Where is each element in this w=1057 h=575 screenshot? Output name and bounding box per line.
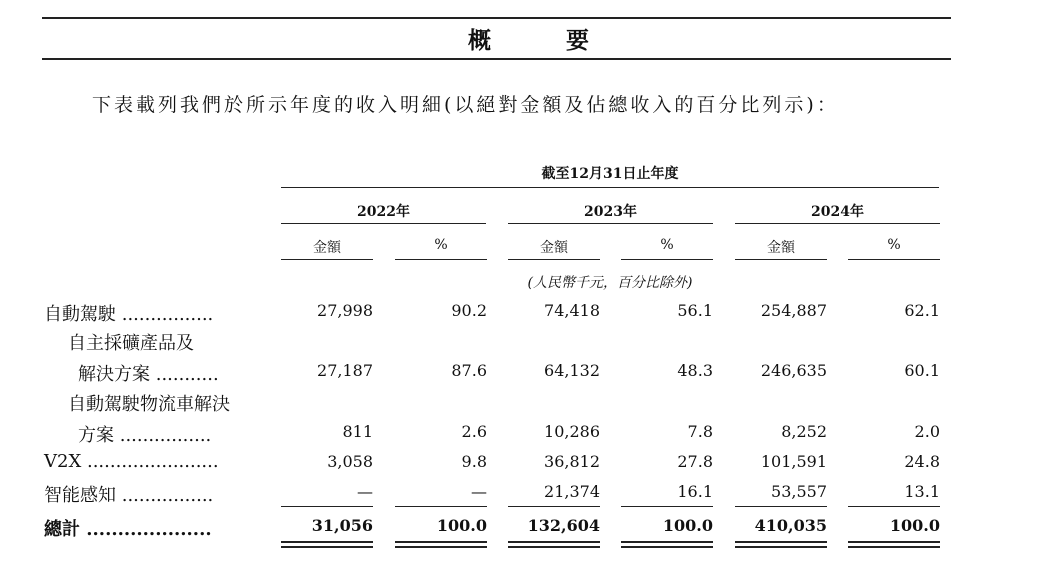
year-header-2022: 2022年 (357, 204, 410, 220)
table-cell: 132,604 (527, 516, 600, 535)
section-title: 概 要 (468, 27, 615, 54)
year-header-2023: 2023年 (584, 204, 637, 220)
top-rule (42, 17, 951, 19)
total-double-rule-2a (395, 541, 487, 543)
sub-rule-1 (281, 259, 373, 260)
percent-header-2023: % (660, 237, 674, 253)
table-cell: 2.6 (461, 422, 487, 441)
table-cell: 27,998 (317, 301, 373, 320)
table-cell: 31,056 (311, 516, 373, 535)
table-cell: 16.1 (677, 482, 713, 501)
sub-rule-4 (621, 259, 713, 260)
row-label-logistics-line1: 自動駕駛物流車解決 (68, 394, 230, 415)
table-cell: 60.1 (904, 361, 940, 380)
total-double-rule-4a (621, 541, 713, 543)
table-cell: 62.1 (904, 301, 940, 320)
total-top-rule-1 (281, 506, 373, 507)
table-cell: 27,187 (317, 361, 373, 380)
table-cell: 100.0 (662, 516, 713, 535)
unit-note: (人民幣千元，百分比除外) (527, 275, 693, 291)
row-label-mining-line1: 自主採礦產品及 (68, 333, 194, 354)
table-cell: 7.8 (687, 422, 713, 441)
sub-rule-5 (735, 259, 827, 260)
total-double-rule-6a (848, 541, 940, 543)
period-header-rule (281, 187, 939, 188)
total-top-rule-3 (508, 506, 600, 507)
table-cell: 100.0 (889, 516, 940, 535)
sub-rule-2 (395, 259, 487, 260)
year-rule-2024 (735, 223, 940, 224)
table-cell: 56.1 (677, 301, 713, 320)
percent-header-2022: % (434, 237, 448, 253)
table-cell: 3,058 (327, 452, 373, 471)
year-rule-2023 (508, 223, 713, 224)
total-double-rule-5a (735, 541, 827, 543)
period-header: 截至12月31日止年度 (541, 166, 679, 182)
row-label-autonomous-driving: 自動駕駛 ................ (44, 304, 214, 325)
intro-text: 下表載列我們於所示年度的收入明細(以絕對金額及佔總收入的百分比列示)： (92, 94, 839, 116)
total-double-rule-6b (848, 546, 940, 548)
percent-header-2024: % (887, 237, 901, 253)
table-cell: 48.3 (677, 361, 713, 380)
total-double-rule-2b (395, 546, 487, 548)
table-cell: 8,252 (781, 422, 827, 441)
total-top-rule-2 (395, 506, 487, 507)
row-label-smart-sensing: 智能感知 ................ (44, 485, 214, 506)
amount-header-2023: 金額 (540, 240, 568, 256)
table-cell: 10,286 (544, 422, 600, 441)
table-cell: 254,887 (760, 301, 827, 320)
total-double-rule-1a (281, 541, 373, 543)
total-double-rule-4b (621, 546, 713, 548)
table-cell: 2.0 (914, 422, 940, 441)
amount-header-2022: 金額 (313, 240, 341, 256)
total-double-rule-5b (735, 546, 827, 548)
row-label-logistics-line2: 方案 ................ (78, 425, 212, 446)
table-cell: 90.2 (451, 301, 487, 320)
table-cell: 74,418 (544, 301, 600, 320)
total-double-rule-3a (508, 541, 600, 543)
table-cell: 811 (342, 422, 373, 441)
table-cell: 24.8 (904, 452, 940, 471)
sub-rule-3 (508, 259, 600, 260)
total-double-rule-1b (281, 546, 373, 548)
table-cell: 21,374 (544, 482, 600, 501)
amount-header-2024: 金額 (767, 240, 795, 256)
total-top-rule-4 (621, 506, 713, 507)
table-cell: 27.8 (677, 452, 713, 471)
table-cell: 53,557 (771, 482, 827, 501)
row-label-mining-line2: 解決方案 ........... (78, 364, 219, 385)
table-cell: 100.0 (436, 516, 487, 535)
table-cell: 64,132 (544, 361, 600, 380)
year-rule-2022 (281, 223, 486, 224)
sub-rule-6 (848, 259, 940, 260)
total-top-rule-5 (735, 506, 827, 507)
title-bottom-rule (42, 58, 951, 60)
table-cell: 36,812 (544, 452, 600, 471)
table-cell: 9.8 (461, 452, 487, 471)
table-cell: 101,591 (760, 452, 827, 471)
table-cell: 87.6 (451, 361, 487, 380)
total-top-rule-6 (848, 506, 940, 507)
table-cell: 13.1 (904, 482, 940, 501)
row-label-total: 總計 .................... (44, 519, 212, 540)
table-cell: — (357, 482, 373, 501)
total-double-rule-3b (508, 546, 600, 548)
table-cell: — (471, 482, 487, 501)
year-header-2024: 2024年 (811, 204, 864, 220)
table-cell: 410,035 (754, 516, 827, 535)
row-label-v2x: V2X ....................... (44, 451, 219, 472)
table-cell: 246,635 (760, 361, 827, 380)
